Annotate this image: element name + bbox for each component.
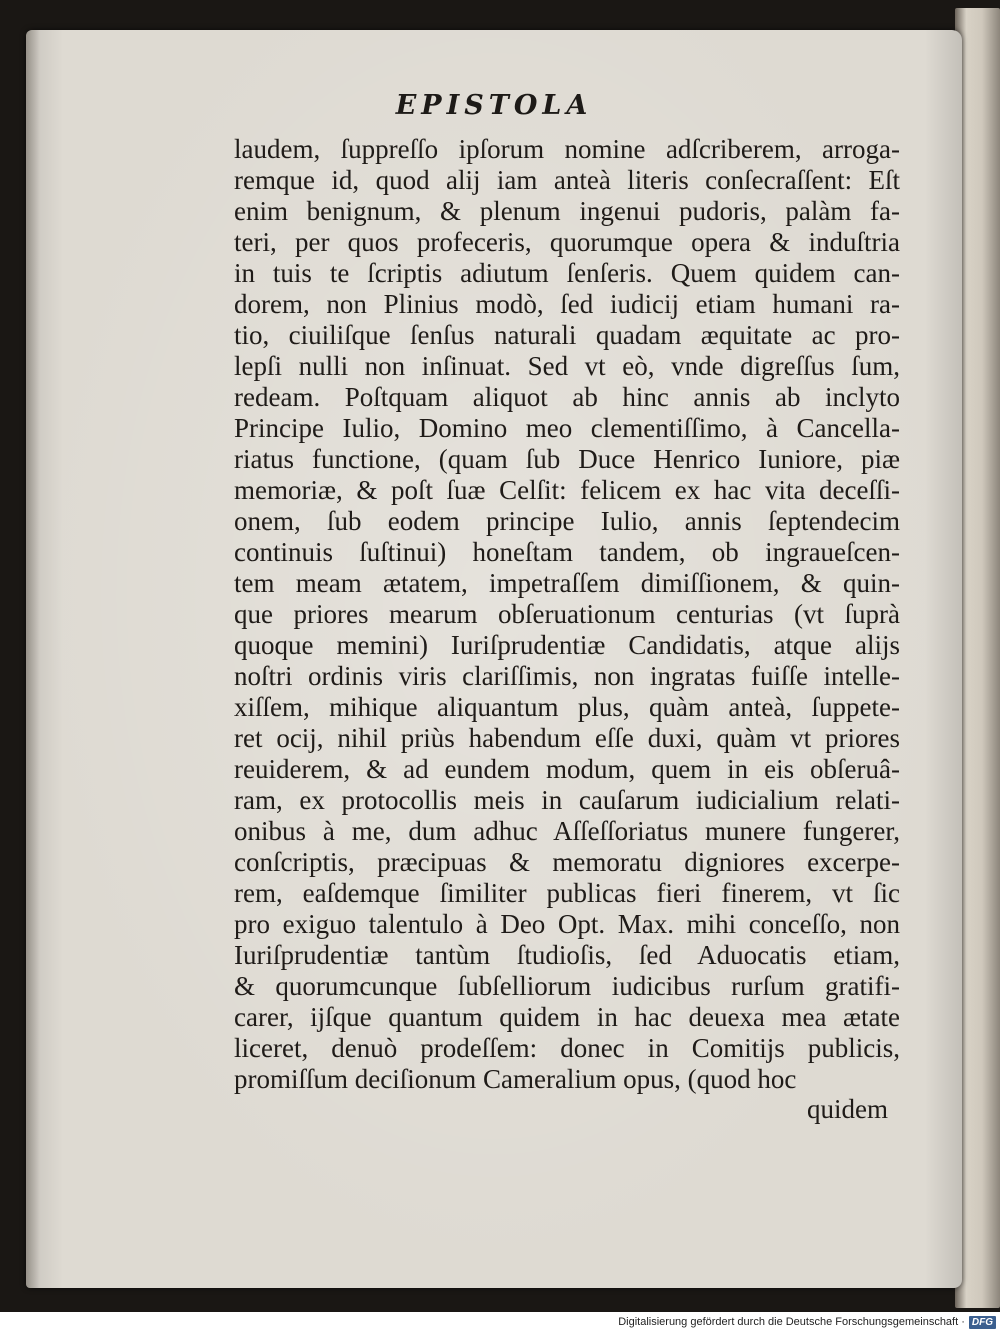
text-line: onibus à me, dum adhuc Aſſeſſoriatus munere fungerer, xyxy=(234,816,900,846)
text-line: xiſſem, mihique aliquantum plus, quàm anteà, ſuppete- xyxy=(234,692,900,722)
text-line: enim benignum, & plenum ingenui pudoris, palàm fa- xyxy=(234,196,900,226)
text-line: riatus functione, (quam ſub Duce Henrico Iuniore, piæ xyxy=(234,444,900,474)
running-head: EPISTOLA xyxy=(395,90,593,121)
text-line: pro exiguo talentulo à Deo Opt. Max. mihi conceſſo, non xyxy=(234,909,900,939)
text-line: Iuriſprudentiæ tantùm ſtudioſis, ſed Aduocatis etiam, xyxy=(234,940,900,970)
text-line: lepſi nulli non inſinuat. Sed vt eò, vnde digreſſus ſum, xyxy=(234,351,900,381)
text-line: promiſſum deciſionum Cameralium opus, (quod hoc xyxy=(234,1064,797,1094)
text-line: Principe Iulio, Domino meo clementiſſimo, à Cancella- xyxy=(234,413,900,443)
digitization-credit xyxy=(618,1313,996,1332)
text-line: quoque memini) Iuriſprudentiæ Candidatis, atque alijs xyxy=(234,630,900,660)
credit-text: Digitalisierung gefördert durch die Deutsche Forschungsgemeinschaft · xyxy=(618,1316,965,1328)
body-text xyxy=(234,134,900,1095)
book-page xyxy=(26,30,962,1288)
text-line: teri, per quos profeceris, quorumque opera & induſtria xyxy=(234,227,900,257)
text-line: in tuis te ſcriptis adiutum ſenſeris. Quem quidem can- xyxy=(234,258,900,288)
gutter-shadow xyxy=(26,30,40,1288)
text-line: tem meam ætatem, impetraſſem dimiſſionem, & quin- xyxy=(234,568,900,598)
text-line: noſtri ordinis viris clariſſimis, non ingratas fuiſſe intelle- xyxy=(234,661,900,691)
text-line: onem, ſub eodem principe Iulio, annis ſeptendecim xyxy=(234,506,900,536)
text-line: ret ocij, nihil priùs habendum eſſe duxi, quàm vt priores xyxy=(234,723,900,753)
text-line: dorem, non Plinius modò, ſed iudicij etiam humani ra- xyxy=(234,289,900,319)
text-line: ram, ex protocollis meis in cauſarum iudicialium relati- xyxy=(234,785,900,815)
text-line: remque id, quod alij iam anteà literis conſecraſſent: Eſt xyxy=(234,165,900,195)
text-line: liceret, denuò prodeſſem: donec in Comitijs publicis, xyxy=(234,1033,900,1063)
text-line: conſcriptis, præcipuas & memoratu digniores excerpe- xyxy=(234,847,900,877)
text-line: reuiderem, & ad eundem modum, quem in eis obſeruâ- xyxy=(234,754,900,784)
dfg-logo: DFG xyxy=(969,1316,996,1329)
text-line: que priores mearum obſeruationum centurias (vt ſuprà xyxy=(234,599,900,629)
text-line: carer, ijſque quantum quidem in hac deuexa mea ætate xyxy=(234,1002,900,1032)
catchword: quidem xyxy=(807,1094,888,1124)
text-line: rem, eaſdemque ſimiliter publicas fieri finerem, vt ſic xyxy=(234,878,900,908)
text-line: redeam. Poſtquam aliquot ab hinc annis ab inclyto xyxy=(234,382,900,412)
text-line: & quorumcunque ſubſelliorum iudicibus rurſum gratifi- xyxy=(234,971,900,1001)
text-line: memoriæ, & poſt ſuæ Celſit: felicem ex hac vita deceſſi- xyxy=(234,475,900,505)
text-line: continuis ſuſtinui) honeſtam tandem, ob ingraueſcen- xyxy=(234,537,900,567)
text-line: tio, ciuiliſque ſenſus naturali quadam æquitate ac pro- xyxy=(234,320,900,350)
text-line: laudem, ſuppreſſo ipſorum nomine adſcriberem, arroga- xyxy=(234,134,900,164)
